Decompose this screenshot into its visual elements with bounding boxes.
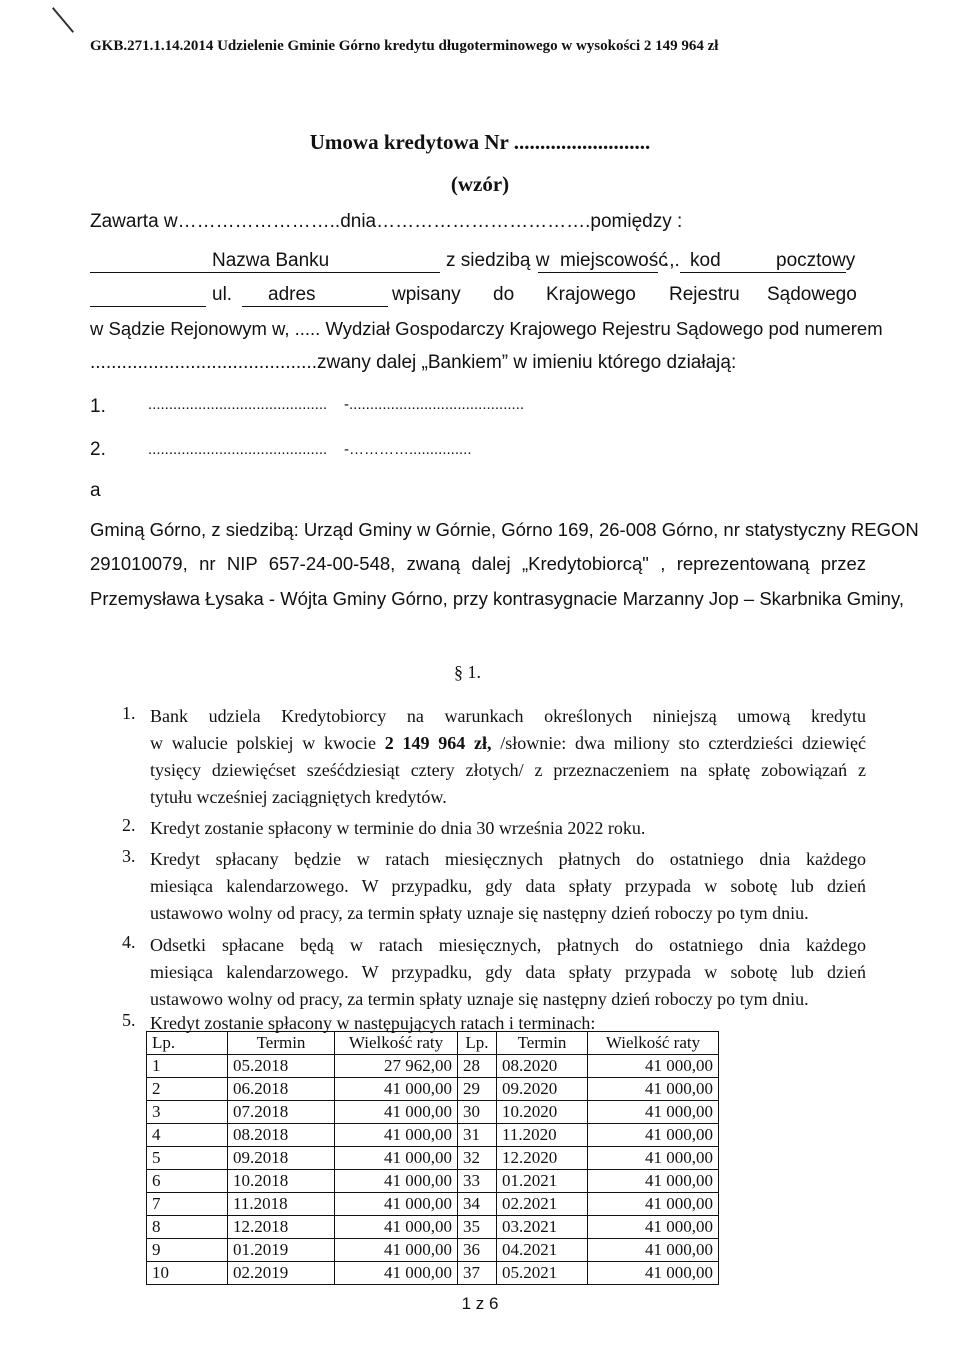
installment-table	[146, 1031, 719, 1285]
table-row	[147, 1193, 719, 1216]
point-1-line-2-pre: w walucie polskiej w kwocie	[150, 733, 385, 753]
conjunction-a: a	[90, 480, 101, 501]
table-cell: 11.2020	[497, 1124, 588, 1147]
table-cell: 06.2018	[228, 1078, 335, 1101]
point-4-line-2: miesiąca kalendarzowego. W przypadku, gdy data spłaty przypada w sobotę lub dzień	[150, 962, 866, 982]
point-4-text	[150, 932, 866, 1013]
table-cell: 28	[458, 1055, 497, 1078]
table-cell: 41 000,00	[335, 1216, 458, 1239]
borrower-line-3: Przemysława Łysaka - Wójta Gminy Górno, przy kontrasygnacie Marzanny Jop – Skarbnika Gminy,	[90, 588, 904, 609]
zawarta-line: Zawarta w……………………..dnia…………………………….pomiędzy :	[90, 211, 683, 232]
address-word-krajowego: Krajowego	[546, 284, 636, 305]
table-row	[147, 1101, 719, 1124]
page-number: 1 z 6	[461, 1294, 499, 1313]
point-2-number: 2.	[122, 815, 136, 835]
header-lp-2: Lp.	[458, 1032, 497, 1055]
table-cell: 09.2018	[228, 1147, 335, 1170]
table-cell: 41 000,00	[588, 1170, 719, 1193]
address-word-wpisany: wpisany	[392, 284, 461, 305]
table-cell: 41 000,00	[588, 1193, 719, 1216]
table-cell: 41 000,00	[335, 1239, 458, 1262]
table-cell: 09.2020	[497, 1078, 588, 1101]
borrower-line-1: Gminą Górno, z siedzibą: Urząd Gminy w Górnie, Górno 169, 26-008 Górno, nr statystyczny REGON	[90, 519, 919, 540]
table-cell: 10.2020	[497, 1101, 588, 1124]
point-1-line-2-post: /słownie: dwa miliony sto czterdzieści dziewięć	[491, 733, 866, 753]
header-termin-2: Termin	[497, 1032, 588, 1055]
header-wielkosc-1: Wielkość raty	[335, 1032, 458, 1055]
table-cell: 1	[147, 1055, 228, 1078]
table-row	[147, 1124, 719, 1147]
point-4-number: 4.	[122, 932, 136, 952]
borrower-line-2: 291010079, nr NIP 657-24-00-548, zwaną dalej „Kredytobiorcą" , reprezentowaną przez	[90, 553, 866, 574]
header-lp-1: Lp.	[147, 1032, 228, 1055]
table-cell: 33	[458, 1170, 497, 1193]
table-cell: 41 000,00	[588, 1147, 719, 1170]
table-cell: 41 000,00	[335, 1193, 458, 1216]
table-cell: 36	[458, 1239, 497, 1262]
point-3-text	[150, 846, 866, 927]
table-cell: 05.2018	[228, 1055, 335, 1078]
header-wielkosc-2: Wielkość raty	[588, 1032, 719, 1055]
table-cell: 32	[458, 1147, 497, 1170]
table-cell: 41 000,00	[588, 1124, 719, 1147]
table-cell: 41 000,00	[588, 1055, 719, 1078]
table-cell: 08.2020	[497, 1055, 588, 1078]
table-cell: 11.2018	[228, 1193, 335, 1216]
document-header: GKB.271.1.14.2014 Udzielenie Gminie Górno kredytu długoterminowego w wysokości 2 149 964 zł	[90, 38, 719, 54]
table-cell: 02.2021	[497, 1193, 588, 1216]
point-4-line-1: Odsetki spłacane będą w ratach miesięcznych, płatnych do ostatniego dnia każdego	[150, 935, 866, 955]
point-5-number: 5.	[122, 1010, 136, 1030]
table-cell: 41 000,00	[588, 1216, 719, 1239]
table-row	[147, 1055, 719, 1078]
rep-2-name: ...........................................	[148, 441, 328, 458]
table-cell: 01.2021	[497, 1170, 588, 1193]
point-1-text	[150, 703, 866, 811]
table-cell: 02.2019	[228, 1262, 335, 1285]
point-1-line-4: tytułu wcześniej zaciągniętych kredytów.	[150, 787, 447, 807]
address-word-do: do	[493, 284, 515, 305]
table-cell: 35	[458, 1216, 497, 1239]
table-cell: 07.2018	[228, 1101, 335, 1124]
rep-1-name: ...........................................	[148, 396, 328, 413]
table-cell: 08.2018	[228, 1124, 335, 1147]
point-3-line-2: miesiąca kalendarzowego. W przypadku, gdy data spłaty przypada w sobotę lub dzień	[150, 876, 866, 896]
table-header-row	[147, 1032, 719, 1055]
table-cell: 37	[458, 1262, 497, 1285]
table-cell: 8	[147, 1216, 228, 1239]
table-row	[147, 1262, 719, 1285]
table-cell: 41 000,00	[335, 1124, 458, 1147]
table-cell: 29	[458, 1078, 497, 1101]
address-word-sadowego: Sądowego	[767, 284, 857, 305]
table-cell: 5	[147, 1147, 228, 1170]
scan-artifact-mark	[52, 7, 74, 33]
bank-siedziba-label: z siedzibą w	[446, 250, 550, 271]
point-2-text	[150, 815, 866, 842]
address-word-rejestru: Rejestru	[669, 284, 740, 305]
loan-amount: 2 149 964 zł,	[384, 733, 492, 753]
table-cell: 05.2021	[497, 1262, 588, 1285]
table-cell: 3	[147, 1101, 228, 1124]
section-heading: § 1.	[454, 662, 481, 682]
bank-kod-label: kod	[690, 250, 721, 271]
bank-miejscowosc-label: miejscowość	[560, 250, 668, 271]
table-cell: 10	[147, 1262, 228, 1285]
table-cell: 41 000,00	[335, 1147, 458, 1170]
table-cell: 01.2019	[228, 1239, 335, 1262]
table-cell: 41 000,00	[335, 1101, 458, 1124]
point-1-number: 1.	[122, 703, 136, 723]
header-termin-1: Termin	[228, 1032, 335, 1055]
table-cell: 31	[458, 1124, 497, 1147]
table-row	[147, 1078, 719, 1101]
rep-1-number: 1.	[90, 396, 106, 417]
table-cell: 2	[147, 1078, 228, 1101]
installment-table-body	[147, 1055, 719, 1285]
table-cell: 34	[458, 1193, 497, 1216]
table-cell: 41 000,00	[335, 1078, 458, 1101]
bank-separator: .,.	[664, 250, 680, 271]
table-row	[147, 1216, 719, 1239]
bank-name-label: Nazwa Banku	[212, 250, 330, 271]
rep-2-number: 2.	[90, 439, 106, 460]
document-subtitle: (wzór)	[450, 172, 510, 196]
point-1-line-1: Bank udziela Kredytobiorcy na warunkach określonych niniejszą umową kredytu	[150, 706, 866, 726]
bank-pocztowy-label: pocztowy	[776, 250, 856, 271]
table-cell: 6	[147, 1170, 228, 1193]
table-cell: 30	[458, 1101, 497, 1124]
point-1-line-2	[150, 730, 866, 757]
point-2-line-1: Kredyt zostanie spłacony w terminie do dnia 30 września 2022 roku.	[150, 818, 646, 838]
table-cell: 41 000,00	[335, 1262, 458, 1285]
court-line: w Sądzie Rejonowym w, ..... Wydział Gospodarczy Krajowego Rejestru Sądowego pod numerem	[90, 318, 883, 339]
point-1-line-3: tysięcy dziewięćset sześćdziesiąt cztery złotych/ z przeznaczeniem na spłatę zobowiązań z	[150, 760, 866, 780]
rep-2-role: -…………...............	[344, 441, 472, 458]
table-cell: 41 000,00	[588, 1239, 719, 1262]
rep-1-role: -..........................................	[344, 396, 525, 413]
table-cell: 41 000,00	[588, 1262, 719, 1285]
table-cell: 41 000,00	[335, 1170, 458, 1193]
table-cell: 12.2018	[228, 1216, 335, 1239]
table-cell: 41 000,00	[588, 1078, 719, 1101]
point-5-line-1: Kredyt zostanie spłacony w następujących ratach i terminach:	[150, 1013, 596, 1033]
table-row	[147, 1239, 719, 1262]
address-adres-label: adres	[268, 284, 316, 305]
point-3-line-3: ustawowo wolny od pracy, za termin spłaty uznaje się następny dzień roboczy po tym dniu.	[150, 903, 809, 923]
table-cell: 4	[147, 1124, 228, 1147]
table-cell: 9	[147, 1239, 228, 1262]
table-row	[147, 1147, 719, 1170]
table-cell: 41 000,00	[588, 1101, 719, 1124]
table-cell: 03.2021	[497, 1216, 588, 1239]
table-cell: 7	[147, 1193, 228, 1216]
point-3-number: 3.	[122, 846, 136, 866]
table-row	[147, 1170, 719, 1193]
address-ul-label: ul.	[212, 284, 233, 305]
point-3-line-1: Kredyt spłacany będzie w ratach miesięcznych płatnych do ostatniego dnia każdego	[150, 849, 866, 869]
table-cell: 27 962,00	[335, 1055, 458, 1078]
table-cell: 04.2021	[497, 1239, 588, 1262]
bank-representatives-intro: ...........................................zwany dalej „Bankiem” w imieniu którego działają:	[90, 352, 737, 373]
table-cell: 12.2020	[497, 1147, 588, 1170]
document-title: Umowa kredytowa Nr ..........................	[309, 130, 651, 154]
point-4-line-3: ustawowo wolny od pracy, za termin spłaty uznaje się następny dzień roboczy po tym dniu.	[150, 989, 809, 1009]
table-cell: 10.2018	[228, 1170, 335, 1193]
